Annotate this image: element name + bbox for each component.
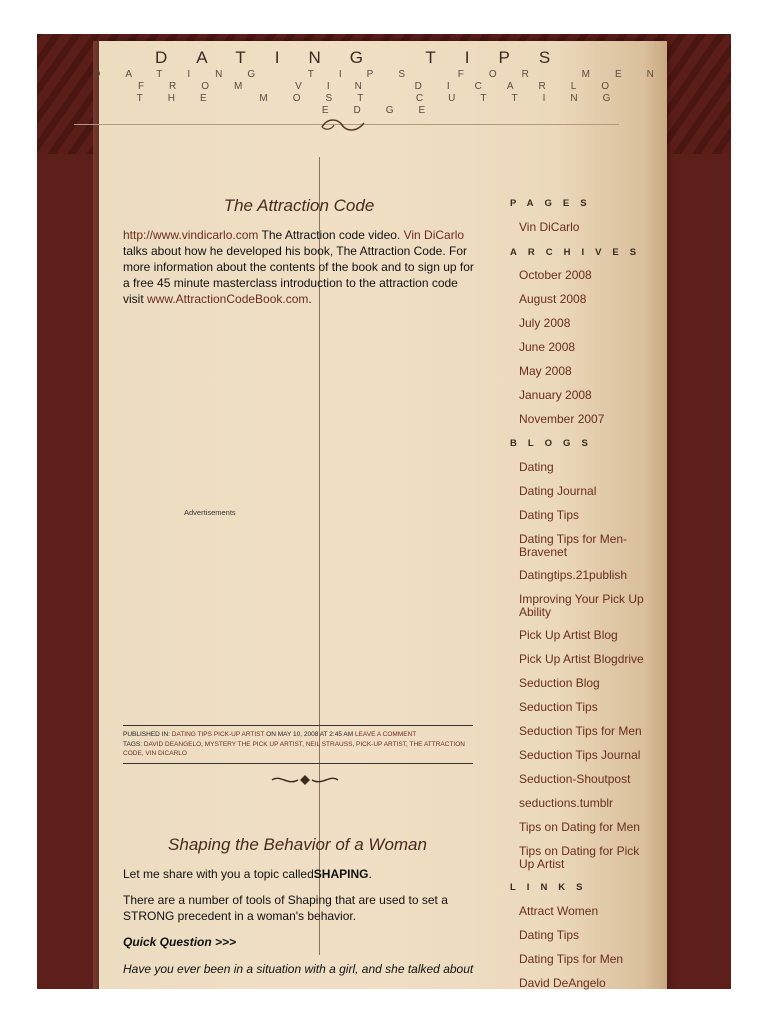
- post-text: talks about how he developed his book, The Attraction Code. For more information about the contents of the book and to sign up for a free 45 minute masterclass introduction to the attraction code visit: [123, 244, 474, 306]
- post-body: [123, 227, 475, 307]
- post-text: .: [308, 292, 312, 306]
- sidebar-heading-pages: PAGES: [510, 198, 598, 209]
- post-title[interactable]: Shaping the Behavior of a Woman: [168, 835, 427, 854]
- sidebar-item-vin-dicarlo[interactable]: Vin DiCarlo: [519, 220, 580, 234]
- blog-link[interactable]: Tips on Dating for Men: [519, 820, 640, 834]
- blog-link[interactable]: Seduction Tips for Men: [519, 724, 642, 738]
- post-paragraph: There are a number of tools of Shaping that are used to set a STRONG precedent in a woman's behavior.: [123, 893, 448, 923]
- leave-comment-link[interactable]: LEAVE A COMMENT: [354, 731, 417, 738]
- archive-link[interactable]: October 2008: [519, 268, 592, 282]
- vin-dicarlo-link[interactable]: Vin DiCarlo: [403, 228, 465, 242]
- post-body: [123, 866, 475, 882]
- archive-link[interactable]: June 2008: [519, 340, 576, 354]
- post-paragraph: Quick Question >>>: [123, 935, 237, 949]
- link-item[interactable]: Dating Tips: [519, 928, 580, 942]
- archive-link[interactable]: August 2008: [519, 292, 587, 306]
- post-paragraph: Have you ever been in a situation with a girl, and she talked about: [123, 962, 474, 976]
- blog-link[interactable]: Seduction-Shoutpost: [519, 772, 631, 786]
- site-title[interactable]: DATING TIPS: [155, 48, 580, 67]
- sidebar-heading-archives: ARCHIVES: [510, 247, 648, 258]
- post-meta: PUBLISHED IN: DATING TIPS PICK-UP ARTIST ON MAY 10, 2008 AT 2:45 AM LEAVE A COMMENT TAGS: DAVID DEANGELO, MYSTERY THE PICK UP ARTIST, NEIL STRAUSS, PICK-UP ARTIST, THE ATTRACTION CODE, VIN DICARLO: [123, 725, 473, 764]
- blog-link[interactable]: Improving Your Pick Up Ability: [519, 592, 644, 619]
- vindicarlo-link[interactable]: http://www.vindicarlo.com: [123, 228, 259, 242]
- post-text: The Attraction code video.: [258, 228, 404, 242]
- sidebar-heading-links: LINKS: [510, 882, 594, 893]
- category-link[interactable]: DATING TIPS: [171, 731, 212, 738]
- tags-label: TAGS:: [123, 740, 144, 748]
- blog-link[interactable]: Dating Tips for Men-Bravenet: [519, 532, 628, 559]
- advertisements-label: Advertisements: [184, 508, 236, 517]
- tag-link[interactable]: MYSTERY THE PICK UP ARTIST: [204, 740, 303, 748]
- post-date: ON MAY 10, 2008 AT 2:45 AM: [264, 731, 355, 738]
- tag-link[interactable]: VIN DICARLO: [145, 750, 187, 757]
- blog-link[interactable]: Seduction Blog: [519, 676, 600, 690]
- blog-link[interactable]: Pick Up Artist Blog: [519, 628, 618, 642]
- blog-link[interactable]: Datingtips.21publish: [519, 568, 628, 582]
- published-label: PUBLISHED IN:: [123, 731, 172, 738]
- flourish-divider-icon: [270, 772, 340, 788]
- blog-link[interactable]: Pick Up Artist Blogdrive: [519, 652, 644, 666]
- post-title[interactable]: The Attraction Code: [223, 196, 375, 215]
- blog-link[interactable]: Seduction Tips Journal: [519, 748, 641, 762]
- post-text: Let me share with you a topic called: [123, 867, 314, 881]
- link-item[interactable]: Dating Tips for Men: [519, 952, 624, 966]
- flourish-ornament-icon: [318, 115, 368, 135]
- archive-link[interactable]: January 2008: [519, 388, 592, 402]
- post-text: .: [368, 867, 372, 881]
- blog-link[interactable]: Dating: [519, 460, 554, 474]
- blog-link[interactable]: Dating Tips: [519, 508, 580, 522]
- link-item[interactable]: David DeAngelo: [519, 976, 606, 990]
- tag-link[interactable]: DAVID DEANGELO: [143, 740, 202, 748]
- link-item[interactable]: Attract Women: [519, 904, 599, 918]
- attraction-code-book-link[interactable]: www.AttractionCodeBook.com: [147, 292, 309, 306]
- post-text-bold: SHAPING: [313, 867, 369, 881]
- archive-link[interactable]: July 2008: [519, 316, 571, 330]
- tag-link[interactable]: THE ATTRACTION CODE: [123, 740, 465, 757]
- blog-link[interactable]: Tips on Dating for Pick Up Artist: [519, 844, 640, 871]
- tag-link[interactable]: NEIL STRAUSS: [305, 740, 353, 748]
- category-link[interactable]: PICK-UP ARTIST: [213, 731, 265, 738]
- archive-link[interactable]: November 2007: [519, 412, 605, 426]
- blog-link[interactable]: Seduction Tips: [519, 700, 598, 714]
- archive-link[interactable]: May 2008: [519, 364, 572, 378]
- blog-link[interactable]: seductions.tumblr: [519, 796, 614, 810]
- sidebar-heading-blogs: BLOGS: [510, 438, 599, 449]
- blog-link[interactable]: Dating Journal: [519, 484, 597, 498]
- site-tagline: DATING TIPS FOR MEN FROM VIN DICARLO THE MOST CUTTING EDGE: [93, 69, 679, 116]
- tag-link[interactable]: PICK-UP ARTIST: [356, 740, 406, 748]
